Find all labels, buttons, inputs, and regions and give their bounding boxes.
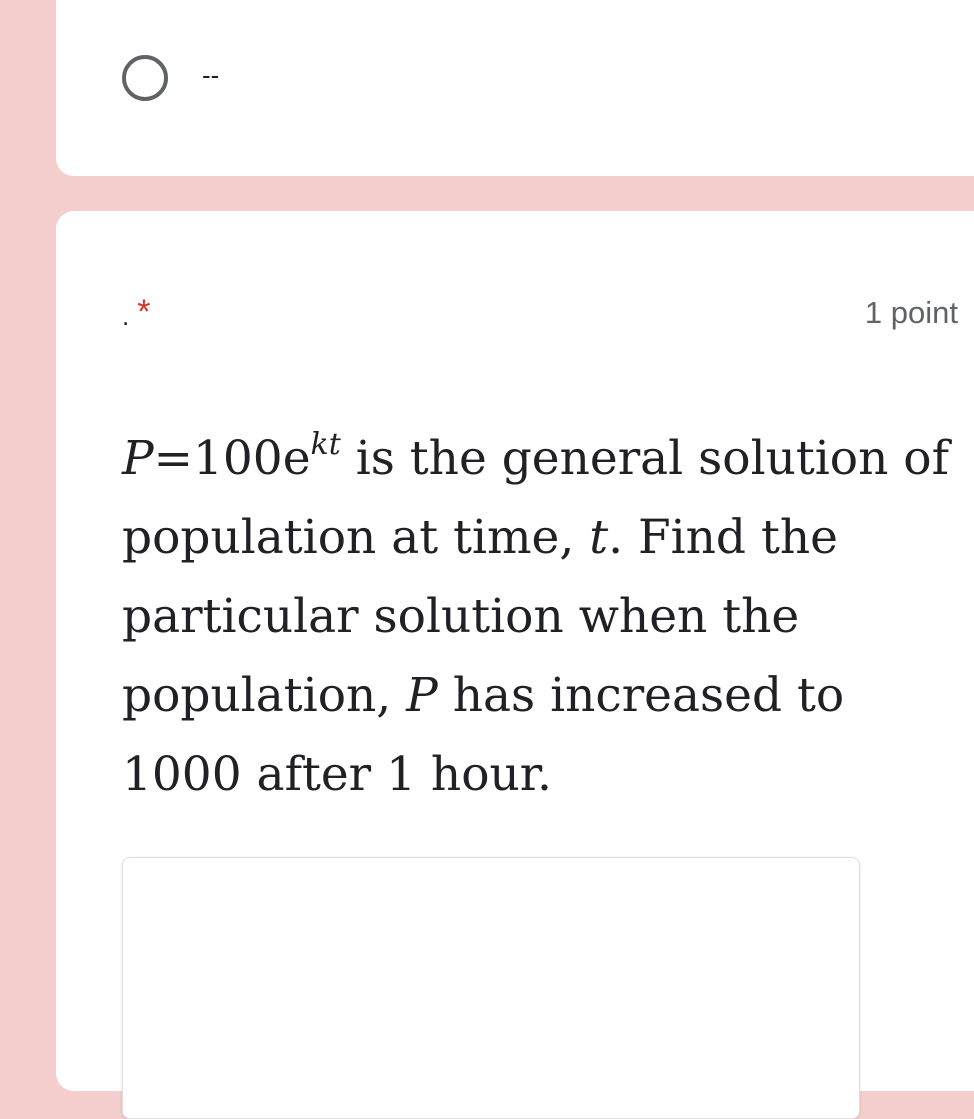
radio-option-label: --: [202, 60, 220, 90]
radio-circle-icon[interactable]: [122, 55, 168, 101]
question-text-part3: has increased to 1000 after 1 hour.: [122, 668, 845, 802]
radio-option[interactable]: [122, 55, 219, 101]
var-p-2: P: [406, 668, 438, 723]
question-card: [56, 211, 974, 1091]
question-title: [122, 293, 150, 332]
equation-text: =100e: [153, 431, 311, 486]
exponent: kt: [310, 427, 341, 462]
required-asterisk: *: [137, 293, 151, 331]
question-title-text: .: [122, 301, 130, 331]
question-text-part2: . Find the particular solution when the population,: [122, 510, 838, 723]
var-p: P: [122, 431, 154, 486]
var-t: t: [589, 510, 609, 565]
question-text-part1: is the general solution of population at time,: [122, 431, 949, 565]
question-text: [122, 419, 972, 814]
answer-input[interactable]: [122, 857, 860, 1119]
points-label: 1 point: [864, 295, 958, 330]
previous-question-card: [56, 0, 974, 176]
